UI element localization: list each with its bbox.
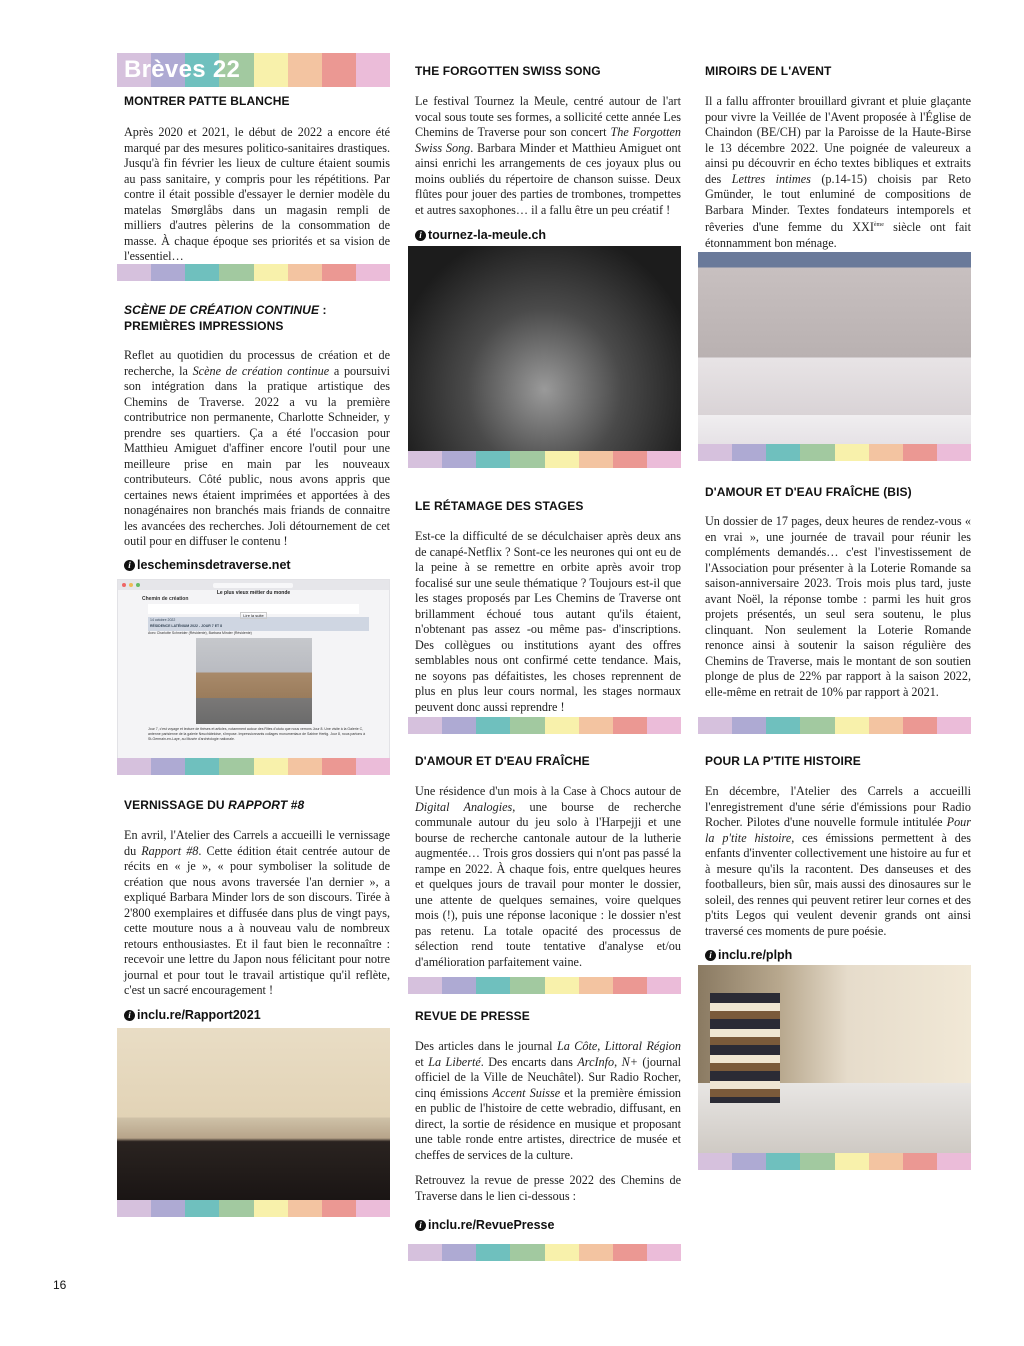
article-title-miroirs-avent: MIROIRS DE L'AVENT xyxy=(705,64,832,78)
address-bar xyxy=(213,583,293,588)
screenshot-caption: Jour 7, c'est voyage et lecture de thèses et articles, notamment autour des Rites d'ututu que nous verrons Jour 8. Une visite à la Galerie C, antenne parisienne de la galerie Neuchâteloise, s'impose. Impressionnants collages monumentaux de Sabine Hertig. Jour 8, nous partons à St-Germain-en-Laye, au Musée d'archéologie nationale. xyxy=(148,727,366,741)
article-body-forgotten-swiss-song: Le festival Tournez la Meule, centré autour de l'art vocal sous toute ses formes, a sollicité cette année Les Chemins de Traverse pour son concert The Forgotten Swiss Song. Barbara Minder et Matthieu Amiguet ont ainsi enrichi les arrangements de ces joyaux plus ou moins oubliés du répertoire de chanson suisse. Deux flûtes pour jouer des parties de trombones, trompettes et autres saxophones… il a fallu être un peu créatif ! xyxy=(415,94,681,217)
article-title-amour-bis: D'AMOUR ET D'EAU FRAÎCHE (BIS) xyxy=(705,485,912,499)
article-body-ptite-histoire: En décembre, l'Atelier des Carrels a accueilli l'enregistrement d'une série d'émissions pour Radio Rocher. Pilotes d'une nouvelle formule intitulée Pour la p'tite histoire, ces émissions permettent à des enfants d'inventer collectivement une histoire au fur et à mesure qu'ils la racontent. Des danseuses et des footballeurs, bien sûr, mais aussi des dinosaures sur le soleil, des rennes qui peuvent retirer leur cornes et des p'tits Legos qui veulent devenir grands ont ainsi traversé ces moments de pure poésie. xyxy=(705,784,971,938)
article-title-revue-presse: REVUE DE PRESSE xyxy=(415,1009,530,1023)
info-icon: i xyxy=(124,560,135,571)
browser-toolbar xyxy=(118,580,389,590)
article-title-amour: D'AMOUR ET D'EAU FRAÎCHE xyxy=(415,754,590,768)
castle-photo xyxy=(196,638,312,724)
article-body-revue-presse: Des articles dans le journal La Côte, Littoral Région et La Liberté. Des encarts dans ArcInfo, N+ (journal officiel de la Ville de Neuchâtel). Sur Radio Rocher, cinq émissions Accent Suisse et la première émission en public de l'histoire de cette webradio, diffusant, en direct, la sortie de résidence en musique et proposant une table ronde entre artistes, directrice de musée et cheffes de services de la culture. xyxy=(415,1039,682,1162)
person-striped-sweater xyxy=(710,993,780,1103)
screenshot-authors: Avec Charlotte Schneider (Résidente), Barbara Minder (Résidente) xyxy=(148,631,252,635)
info-icon: i xyxy=(705,950,716,961)
close-dot-icon xyxy=(122,583,126,587)
color-stripe-divider xyxy=(117,1200,390,1217)
info-icon: i xyxy=(415,1220,426,1231)
link-tournez-la-meule[interactable]: i tournez-la-meule.ch xyxy=(415,228,688,242)
info-icon: i xyxy=(415,230,426,241)
article-title-vernissage: VERNISSAGE DU RAPPORT #8 xyxy=(124,798,305,812)
link-lescheminsdetraverse[interactable]: i lescheminsdetraverse.net xyxy=(124,558,397,572)
article-title-forgotten-swiss-song: THE FORGOTTEN SWISS SONG xyxy=(415,64,601,78)
article-body-vernissage: En avril, l'Atelier des Carrels a accueilli le vernissage du Rapport #8. Cette édition était centrée autour de récits en « je », « pour symboliser la solitude de création que nous avons traversée l'an dernier », a expliqué Barbara Minder lors de son discours. Tirée à 2'800 exemplaires et diffusée dans plus de vingt pays, cette mouture nous a à nouveau valu de nombreux retours enthousiastes. Et il faut bien le reconnaître : recevoir une lettre du Japon nous félicitant pour notre journal et pour tout le travail artistique qu'il reflète, c'est un sacré encouragement ! xyxy=(124,828,390,997)
minimize-dot-icon xyxy=(129,583,133,587)
rapport-books-photo xyxy=(117,1028,390,1200)
concert-stage-photo xyxy=(408,246,681,451)
link-plph[interactable]: i inclu.re/plph xyxy=(705,948,978,962)
screenshot-page-title: Le plus vieux métier du monde xyxy=(216,590,291,596)
article-body-patte-blanche: Après 2020 et 2021, le début de 2022 a encore été marqué par des mesures politico-sanitaires drastiques. Jusqu'à fin février les lieux de culture étaient soumis au pass sanitaire, y compris pour les répétitions. Par contre il était possible d'essayer le dernier modèle du matelas Smørglåbs dans un magasin rempli de milliers d'autres pèlerins de la consommation de masse. À chaque époque ses priorités et sa vision de l'essentiel… xyxy=(124,125,390,263)
maximize-dot-icon xyxy=(136,583,140,587)
page-number: 16 xyxy=(53,1278,67,1292)
color-stripe-divider xyxy=(117,758,390,775)
color-stripe-divider xyxy=(698,444,971,461)
screenshot-date: 14 octobre 2022 xyxy=(150,618,176,622)
color-stripe-divider xyxy=(117,264,390,281)
info-icon: i xyxy=(124,1010,135,1021)
radio-recording-photo xyxy=(698,965,971,1153)
website-screenshot xyxy=(117,579,390,759)
article-title-retamage: LE RÉTAMAGE DES STAGES xyxy=(415,499,584,513)
screenshot-heading: Chemin de création xyxy=(142,596,189,602)
section-title-banner xyxy=(117,53,390,87)
article-title-patte-blanche: MONTRER PATTE BLANCHE xyxy=(124,94,290,108)
article-title-scene-creation: SCÈNE DE CRÉATION CONTINUE : PREMIÈRES IMPRESSIONS xyxy=(124,303,327,333)
article-body-amour: Une résidence d'un mois à la Case à Chocs autour de Digital Analogies, une bourse de recherche communale autour du jeu solo à l'Harpejji et une bourse de recherche cantonale autour de la lutherie augmentée… Trois gros dossiers qui n'ont pas passé la rampe en 2022. À chaque fois, entre quelques heures et quelques jours de travail pour monter le dossier, une attente de quelques semaines, voire quelques mois (!), puis une réponse laconique : le dossier n'est pas retenu. La totale opacité des processus de sélection rend toute tentative d'analyse et/ou d'amélioration parfaitement vaine. xyxy=(415,784,681,969)
church-winter-photo xyxy=(698,252,971,444)
article-body-scene-creation: Reflet au quotidien du processus de création et de recherche, la Scène de création continue a poursuivi son intégration dans la pratique artistique des Chemins de Traverse. 2022 a vu la première contributrice non permanente, Charlotte Schneider, y prendre ses quartiers. Ça a été l'occasion pour Matthieu Amiguet d'affiner encore l'outil pour une meilleure prise en main par les nouveaux contributeurs. Côté public, nous avons appris que certaines news étaient imprimées et apportées à des nonagénaires non branchés mais friands de connaitre les avancées des recherches. Joli détournement de cet outil pour en diffuser le contenu ! xyxy=(124,348,390,548)
screenshot-read-more-button: Lire la suite xyxy=(240,612,266,619)
color-stripe-divider xyxy=(698,717,971,734)
color-stripe-divider xyxy=(408,717,681,734)
article-body-amour-bis: Un dossier de 17 pages, deux heures de rendez-vous « en vrai », une journée de travail pour réunir les compléments demandés… c'est l'investissement de l'Association pour présenter à la Loterie Romande sa saison-anniversaire 2023. Trois mois plus tard, juste avant Noël, la réponse tombe : parmi les huit gros projets présentés, un seul sera soutenu, le plus clinquant. Non seulement la Loterie Romande renonce ainsi à soutenir la saison régulière des Chemins de Traverse, mais le montant de son soutien plonge de plus de 22% par rapport à la saison 2022, elle-même en retrait de 10% par rapport à 2021. xyxy=(705,514,971,699)
section-title: Brèves 22 xyxy=(124,56,241,83)
article-body-miroirs-avent: Il a fallu affronter brouillard givrant et pluie glaçante pour vivre la Veillée de l'Avent proposée à l'Église de Chaindon (BE/CH) par la Paroisse de la Haute-Birse le 13 décembre 2022. Une poignée de valeureux a ainsi pu découvrir en écho textes bibliques et extraits des Lettres intimes (p.14-15) choisis par Reto Gmünder, le tout enluminé de compositions de Barbara Minder. Textes fondateurs intemporels et rêveries d'une femme du XXIème siècle ont fait étonnamment bon ménage. xyxy=(705,94,972,250)
screenshot-entry-title: RÉSIDENCE LATÉNIUM 2022 - JOUR 7 ET 8 xyxy=(150,624,223,628)
article-title-ptite-histoire: POUR LA P'TITE HISTOIRE xyxy=(705,754,861,768)
link-rapport2021[interactable]: i inclu.re/Rapport2021 xyxy=(124,1008,397,1022)
color-stripe-divider xyxy=(408,977,681,994)
article-body-revue-presse-cta: Retrouvez la revue de presse 2022 des Chemins de Traverse dans le lien ci-dessous : xyxy=(415,1173,681,1203)
color-stripe-divider xyxy=(698,1153,971,1170)
link-revue-presse[interactable]: i inclu.re/RevuePresse xyxy=(415,1218,688,1232)
article-body-retamage: Est-ce la difficulté de se déculchaiser après deux ans de canapé-Netflix ? Sont-ce les neurones qui ont eu de la peine à se remettre en orbite après avoir trop focalisé sur une seule thématique ? Toujours est-il que les stages proposés par Les Chemins de Traverse ont brillamment échoué tous autant qu'ils étaient, n'obtenant pas assez -ou même pas- d'inscriptions. Des collègues ou institutions ayant des offres semblables nous ont confirmé cette tendance. Mais, ne soyons pas défaitistes, les choses reprennent de plus en plus leur cours normal, les stages normaux peuvent donc aussi reprendre ! xyxy=(415,529,681,714)
color-stripe-divider xyxy=(408,451,681,468)
color-stripe-divider xyxy=(408,1244,681,1261)
